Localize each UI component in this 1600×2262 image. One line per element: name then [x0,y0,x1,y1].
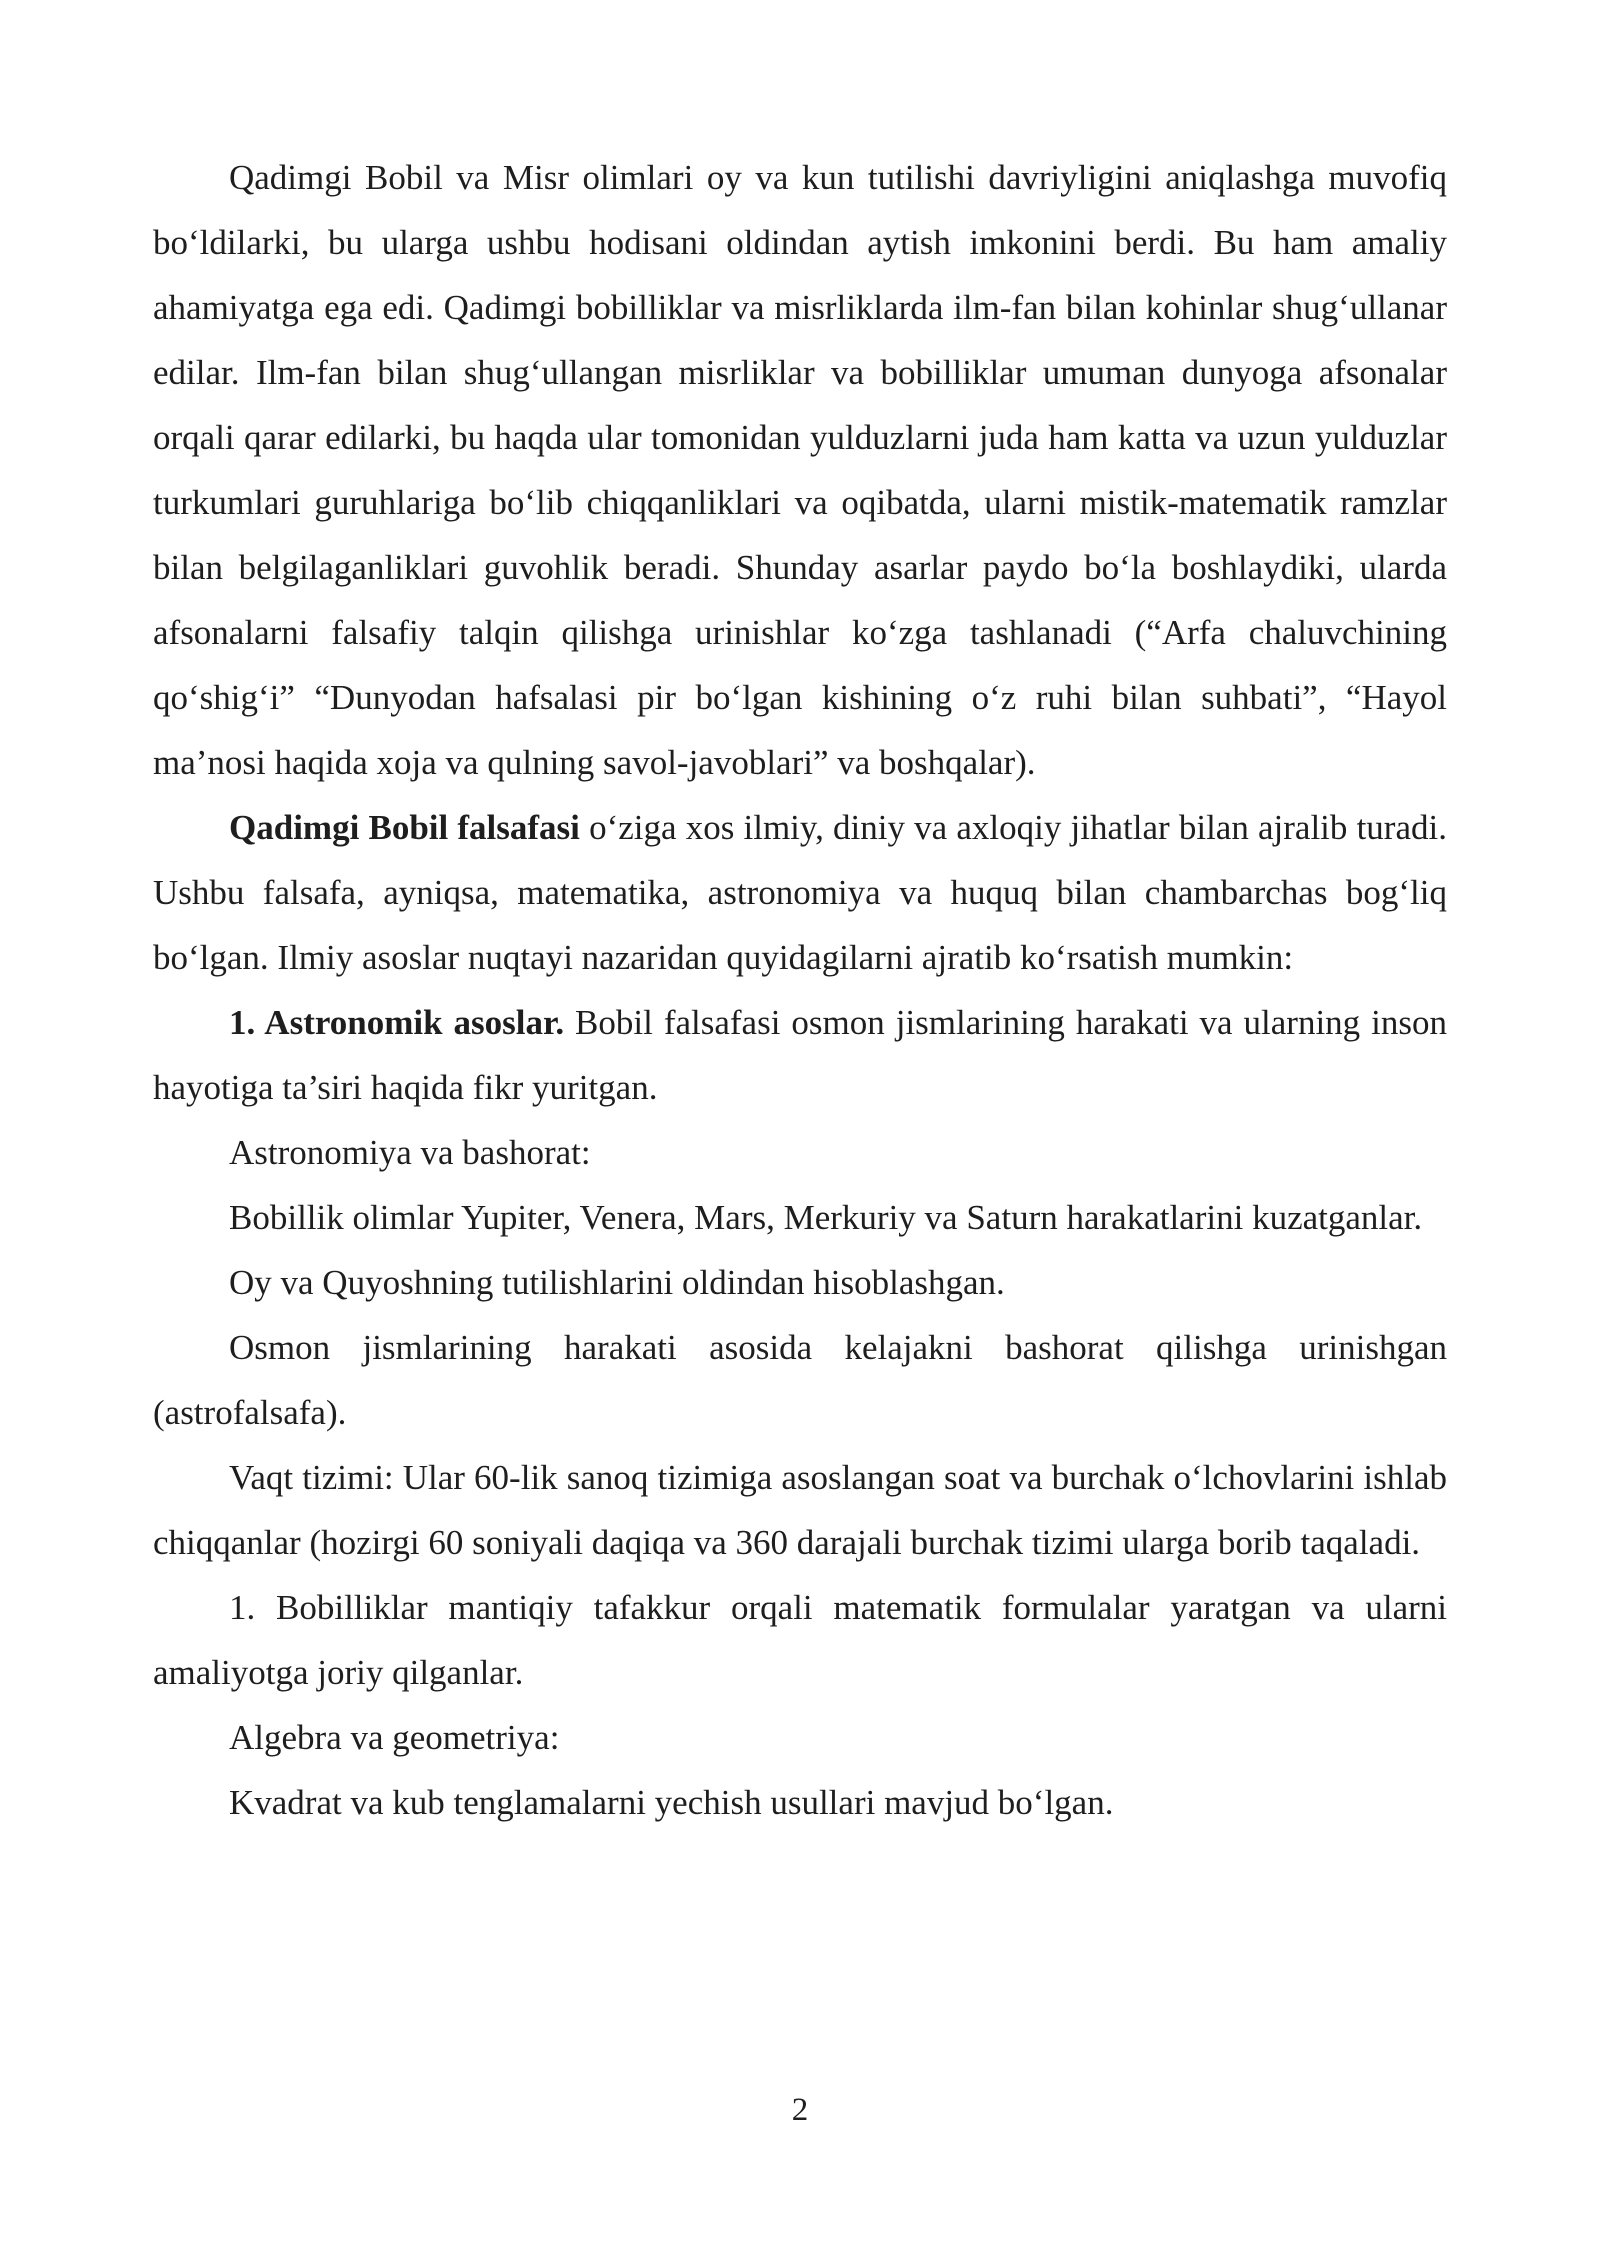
paragraph-algebra-geometry [153,1705,1447,1770]
paragraph-lead: 1. Astronomik asoslar. [229,1003,565,1042]
paragraph-text: Qadimgi Bobil va Misr olimlari oy va kun tutilishi davriyligini aniqlashga muvofiq bo‘ldilarki, bu ularga ushbu hodisani oldindan aytish imkonini berdi. Bu ham amaliy ahamiyatga ega edi. Qadimgi bobilliklar va misrliklarda ilm-fan bilan kohinlar shug‘ullanar edilar. Ilm-fan bilan shug‘ullangan misrliklar va bobilliklar umuman dunyoga afsonalar orqali qarar edilarki, bu haqda ular tomonidan yulduzlarni juda ham katta va uzun yulduzlar turkumlari guruhlariga bo‘lib chiqqanliklari va oqibatda, ularni mistik-matematik ramzlar bilan belgilaganliklari guvohlik beradi. Shunday asarlar paydo bo‘la boshlaydiki, ularda afsonalarni falsafiy talqin qilishga urinishlar ko‘zga tashlanadi (“Arfa chaluvchining qo‘shig‘i” “Dunyodan hafsalasi pir bo‘lgan kishining o‘z ruhi bilan suhbati”, “Hayol ma’nosi haqida xoja va qulning savol-javoblari” va boshqalar). [153,158,1447,782]
paragraph-astronomy-prediction [153,1120,1447,1185]
paragraph-text: o‘ziga xos ilmiy, diniy va axloqiy jihatlar bilan ajralib turadi. Ushbu falsafa, ayniqsa, matematika, astronomiya va huquq bilan chambarchas bog‘liq bo‘lgan. Ilmiy asoslar nuqtayi nazaridan quyidagilarni ajratib ko‘rsatish mumkin: [153,808,1447,977]
paragraph-logical-thinking [153,1575,1447,1705]
paragraph-astrophilosophy [153,1315,1447,1445]
paragraph-astronomic-foundations [153,990,1447,1120]
paragraph-text: Bobillik olimlar Yupiter, Venera, Mars, Merkuriy va Saturn harakatlarini kuzatganlar. [229,1198,1423,1237]
paragraph-babylon-philosophy [153,795,1447,990]
paragraph-text: Oy va Quyoshning tutilishlarini oldindan hisoblashgan. [229,1263,1005,1302]
paragraph-text: Osmon jismlarining harakati asosida kelajakni bashorat qilishga urinishgan (astrofalsafa). [153,1328,1447,1432]
page-number: 2 [791,2092,809,2128]
paragraph-text: Vaqt tizimi: Ular 60-lik sanoq tizimiga asoslangan soat va burchak o‘lchovlarini ishlab chiqqanlar (hozirgi 60 soniyali daqiqa va 360 darajali burchak tizimi ularga borib taqaladi. [153,1458,1447,1562]
paragraph-text: Kvadrat va kub tenglamalarni yechish usullari mavjud bo‘lgan. [229,1783,1114,1822]
paragraph-planets-observed [153,1185,1447,1250]
paragraph-equations [153,1770,1447,1835]
paragraph-text: Bobil falsafasi osmon jismlarining harakati va ularning inson hayotiga ta’siri haqida fikr yuritgan. [153,1003,1448,1107]
paragraph-lead: Qadimgi Bobil falsafasi [229,808,580,847]
paragraph-text: 1. Bobilliklar mantiqiy tafakkur orqali matematik formulalar yaratgan va ularni amaliyotga joriy qilganlar. [153,1588,1447,1692]
paragraph-eclipses [153,1250,1447,1315]
paragraph-text: Astronomiya va bashorat: [229,1133,591,1172]
paragraph-time-system [153,1445,1447,1575]
document-body [153,145,1447,1835]
paragraph-babylon-egypt-scholars [153,145,1447,795]
paragraph-text: Algebra va geometriya: [229,1718,560,1757]
